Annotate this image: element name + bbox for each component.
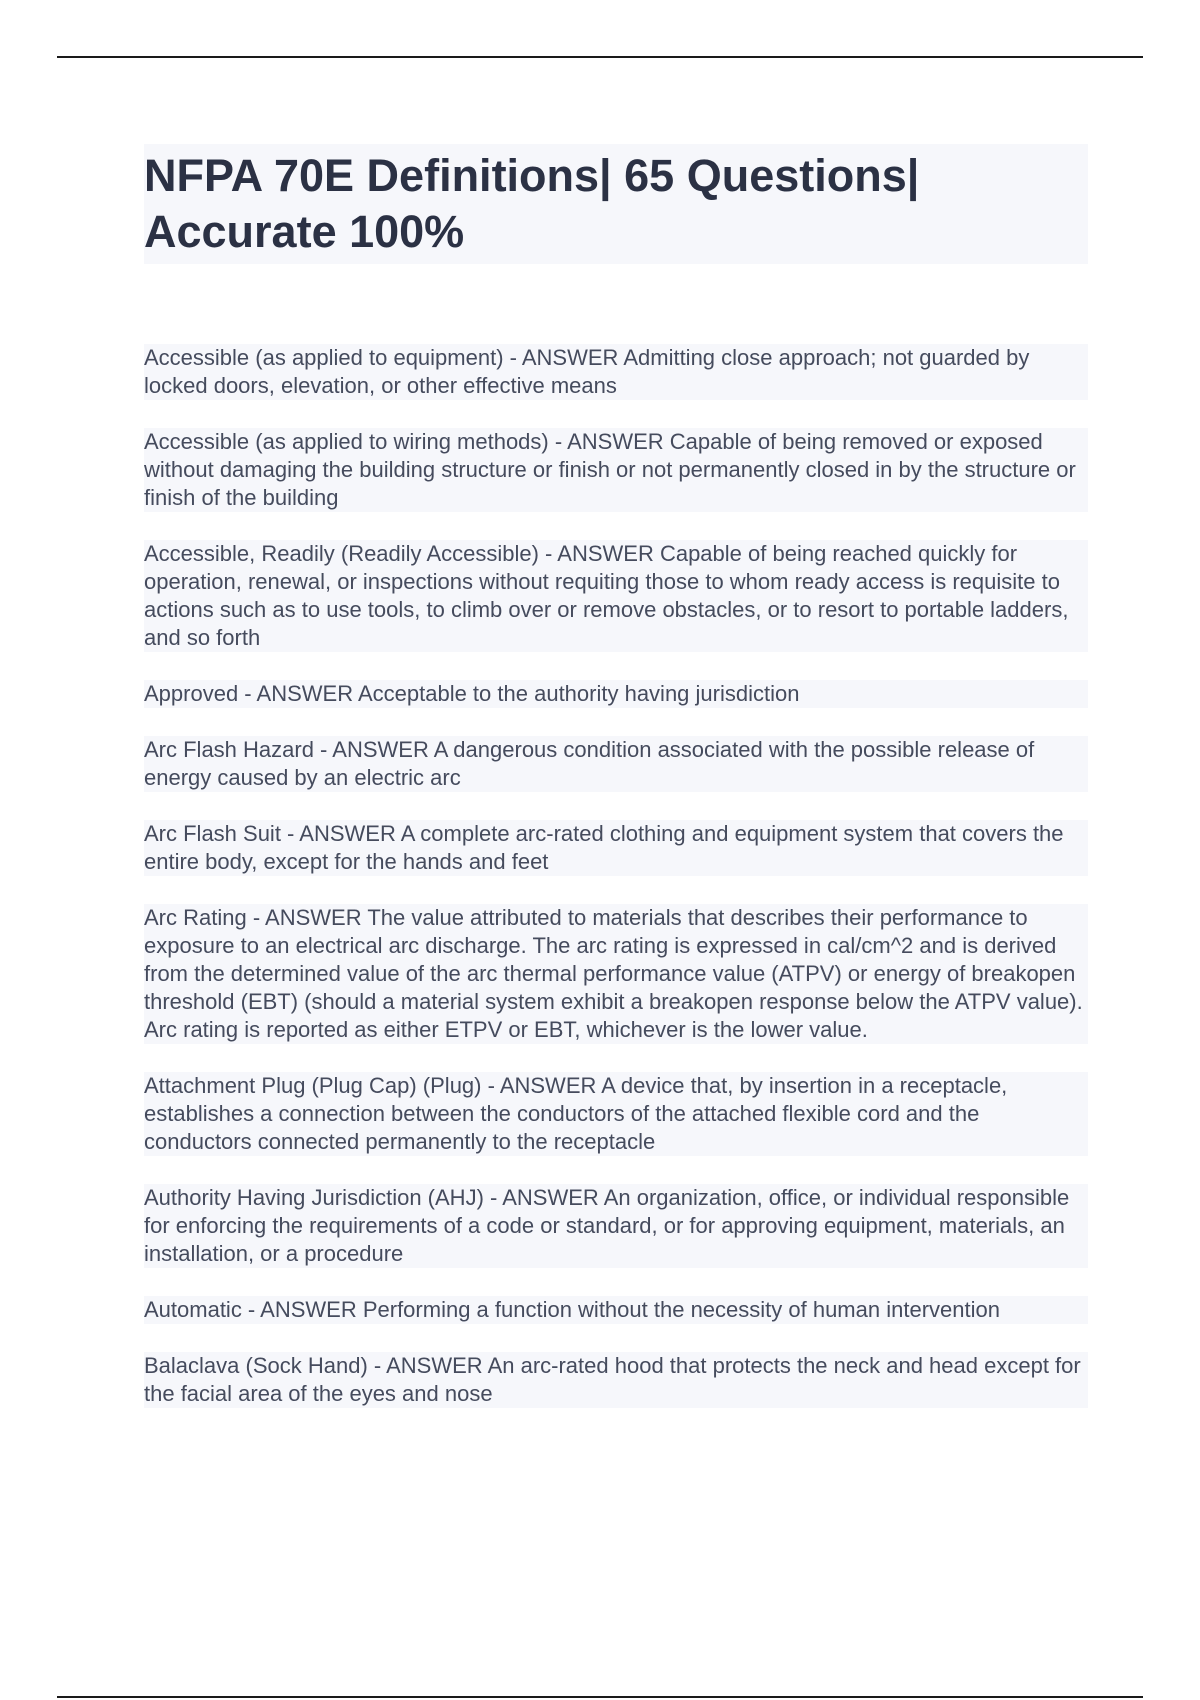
definition-entry: Arc Rating - ANSWER The value attributed to materials that describes their performance to exposure to an electrical arc discharge. The arc rating is expressed in cal/cm^2 and is derived from the determined value of the arc thermal performance value (ATPV) or energy of breakopen threshold (EBT) (should a material system exhibit a breakopen response below the ATPV value). Arc rating is reported as either ETPV or EBT, whichever is the lower value. bbox=[144, 904, 1088, 1044]
definition-entry: Attachment Plug (Plug Cap) (Plug) - ANSWER A device that, by insertion in a receptacle, establishes a connection between the conductors of the attached flexible cord and the conductors connected permanently to the receptacle bbox=[144, 1072, 1088, 1156]
top-rule bbox=[57, 56, 1143, 58]
definition-entry: Balaclava (Sock Hand) - ANSWER An arc-rated hood that protects the neck and head except for the facial area of the eyes and nose bbox=[144, 1352, 1088, 1408]
title-block bbox=[144, 144, 1088, 264]
definition-entry: Accessible (as applied to wiring methods) - ANSWER Capable of being removed or exposed without damaging the building structure or finish or not permanently closed in by the structure or finish of the building bbox=[144, 428, 1088, 512]
definition-entry: Arc Flash Suit - ANSWER A complete arc-rated clothing and equipment system that covers the entire body, except for the hands and feet bbox=[144, 820, 1088, 876]
definition-entry: Accessible (as applied to equipment) - ANSWER Admitting close approach; not guarded by locked doors, elevation, or other effective means bbox=[144, 344, 1088, 400]
document-title: NFPA 70E Definitions| 65 Questions| Accurate 100% bbox=[144, 150, 920, 257]
definition-entry: Approved - ANSWER Acceptable to the authority having jurisdiction bbox=[144, 680, 1088, 708]
bottom-rule bbox=[57, 1696, 1143, 1698]
document-body bbox=[144, 144, 1088, 1436]
definition-entry: Automatic - ANSWER Performing a function without the necessity of human intervention bbox=[144, 1296, 1088, 1324]
definition-entry: Arc Flash Hazard - ANSWER A dangerous condition associated with the possible release of energy caused by an electric arc bbox=[144, 736, 1088, 792]
definition-entry: Authority Having Jurisdiction (AHJ) - ANSWER An organization, office, or individual responsible for enforcing the requirements of a code or standard, or for approving equipment, materials, an installation, or a procedure bbox=[144, 1184, 1088, 1268]
definition-entry: Accessible, Readily (Readily Accessible) - ANSWER Capable of being reached quickly for operation, renewal, or inspections without requiting those to whom ready access is requisite to actions such as to use tools, to climb over or remove obstacles, or to resort to portable ladders, and so forth bbox=[144, 540, 1088, 652]
definition-list bbox=[144, 344, 1088, 1408]
